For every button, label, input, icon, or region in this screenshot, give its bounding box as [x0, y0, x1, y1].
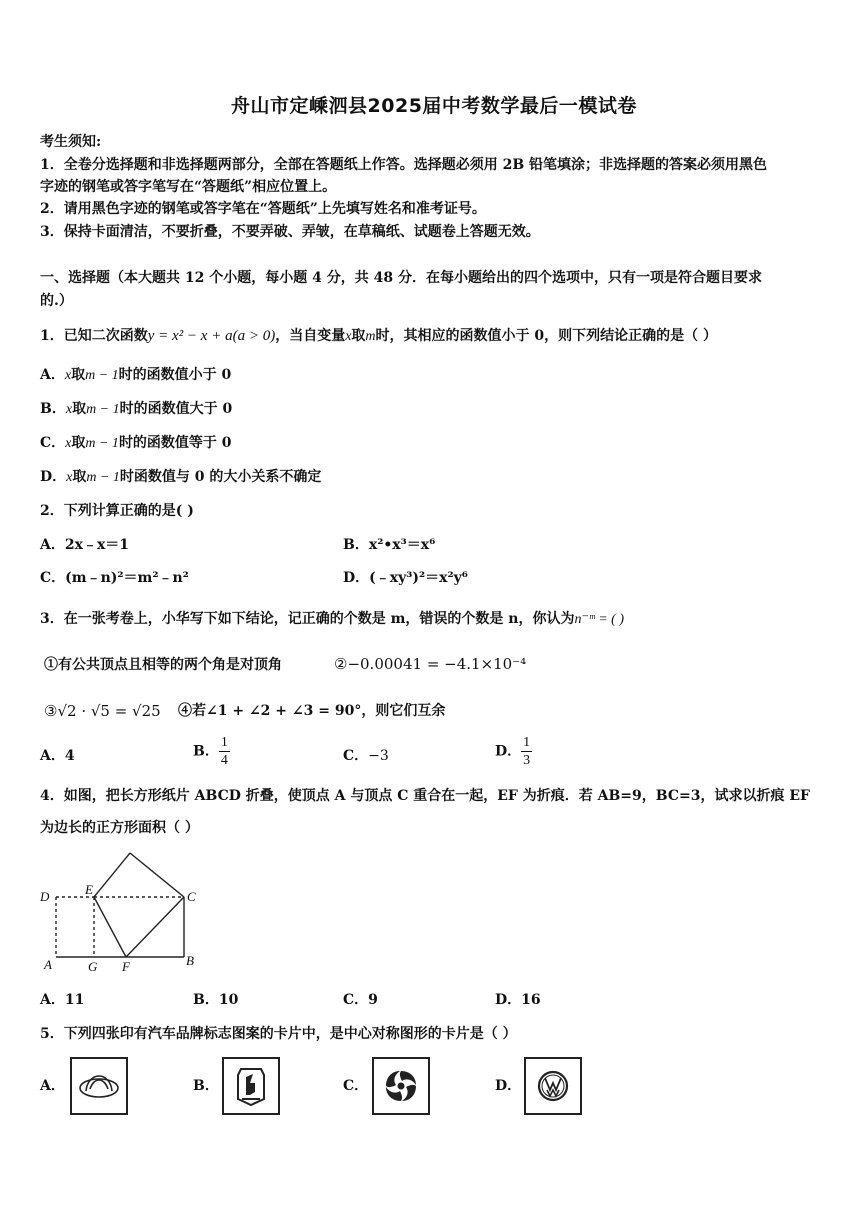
- q5-option-c-key[interactable]: C．: [343, 1078, 369, 1094]
- question-5-stem: 5．下列四张印有汽车品牌标志图案的卡片中，是中心对称图形的卡片是（ ）: [40, 1026, 517, 1042]
- q2-option-d[interactable]: D．(﹣xy³)²＝x²y⁶: [343, 570, 468, 586]
- q3-statement-4: ④若∠1 + ∠2 + ∠3 = 90°，则它们互余: [178, 703, 446, 719]
- swirl-logo-icon: [374, 1059, 428, 1113]
- q5-card-b[interactable]: [222, 1057, 280, 1115]
- q5-card-c[interactable]: [372, 1057, 430, 1115]
- q5-card-d[interactable]: [524, 1057, 582, 1115]
- q3-stem-formula: n⁻ᵐ = ( ): [574, 612, 624, 627]
- q1-option-d[interactable]: D．x取m − 1时函数值与 0 的大小关系不确定: [40, 469, 322, 485]
- q1-option-a[interactable]: A．x取m − 1时的函数值小于 0: [40, 367, 232, 383]
- q1-prefix: 1．已知二次函数: [40, 328, 148, 344]
- q3-option-c[interactable]: C．−3: [343, 748, 389, 764]
- q3-option-b[interactable]: B． $\frac{1}{4}$: [193, 735, 228, 768]
- notice-line-2: 字迹的钢笔或答字笔写在“答题纸”相应位置上。: [40, 179, 337, 195]
- label-d: D: [40, 889, 50, 904]
- q1-option-c[interactable]: C．x取m − 1时的函数值等于 0: [40, 435, 232, 451]
- q4-option-c[interactable]: C．9: [343, 992, 378, 1008]
- q2-option-c[interactable]: C．(m﹣n)²＝m²﹣n²: [40, 570, 189, 586]
- q3-option-a[interactable]: A．4: [40, 748, 75, 764]
- q1-suffix: 时，其相应的函数值小于 0，则下列结论正确的是（ ）: [375, 328, 718, 344]
- question-4-line-1: 4．如图，把长方形纸片 ABCD 折叠，使顶点 A 与顶点 C 重合在一起，EF 为折痕．若 AB=9，BC=3，试求以折痕 EF: [40, 788, 810, 804]
- q1-formula: y = x² − x + a(a > 0): [147, 328, 276, 344]
- vw-logo-icon: [526, 1059, 580, 1113]
- q5-option-d-key[interactable]: D．: [495, 1078, 522, 1094]
- question-3-stem: [40, 609, 624, 630]
- question-2-stem: 2．下列计算正确的是( ): [40, 503, 194, 519]
- q4-option-a[interactable]: A．11: [40, 992, 85, 1008]
- q3-option-d[interactable]: D． $\frac{1}{3}$: [495, 735, 531, 768]
- q2-option-a[interactable]: A．2x﹣x＝1: [40, 537, 130, 553]
- hongqi-logo-icon: [224, 1059, 278, 1113]
- q1-var-m: m: [365, 329, 376, 344]
- notice-line-1: 1．全卷分选择题和非选择题两部分，全部在答题纸上作答。选择题必须用 2B 铅笔填涂；非选择题的答案必须用黑色: [40, 157, 768, 173]
- question-4-line-2: 为边长的正方形面积（ ）: [40, 820, 199, 836]
- q5-option-a-key[interactable]: A．: [40, 1078, 65, 1094]
- q1-var-x: x: [345, 329, 352, 344]
- notice-line-3: 2．请用黑色字迹的钢笔或答字笔在“答题纸”上先填写姓名和准考证号。: [40, 201, 486, 217]
- question-1-stem: [40, 326, 717, 347]
- fold-rectangle-figure: [38, 845, 208, 977]
- q3-stem-text: 3．在一张考卷上，小华写下如下结论，记正确的个数是 m，错误的个数是 n，你认为: [40, 611, 575, 627]
- notice-heading: 考生须知:: [40, 134, 102, 150]
- label-f: F: [122, 959, 130, 974]
- label-g: G: [88, 959, 98, 974]
- q1-option-b[interactable]: B．x取m − 1时的函数值大于 0: [40, 401, 233, 417]
- section-heading-line-2: 的.）: [40, 293, 73, 309]
- q3-statement-3: ③√2 · √5 = √25: [44, 702, 161, 720]
- label-b: B: [186, 953, 194, 968]
- label-a: A: [44, 957, 52, 972]
- q4-option-d[interactable]: D．16: [495, 992, 541, 1008]
- q4-option-b[interactable]: B．10: [193, 992, 239, 1008]
- page-title: 舟山市定嵊泗县2025届中考数学最后一模试卷: [231, 95, 637, 117]
- q1-middle: ，当自变量: [275, 328, 346, 344]
- q5-option-b-key[interactable]: B．: [193, 1078, 219, 1094]
- q2-option-b[interactable]: B．x²•x³＝x⁶: [343, 537, 436, 553]
- section-heading-line-1: 一、选择题（本大题共 12 个小题，每小题 4 分，共 48 分．在每小题给出的四个选项中，只有一项是符合题目要求: [40, 270, 762, 286]
- label-e: E: [85, 882, 93, 897]
- label-c: C: [187, 889, 196, 904]
- q3-statement-2: ②−0.00041 = −4.1×10⁻⁴: [334, 655, 527, 673]
- q1-middle2: 取: [351, 328, 366, 344]
- toyota-logo-icon: [72, 1059, 126, 1113]
- notice-line-4: 3．保持卡面清洁，不要折叠，不要弄破、弄皱，在草稿纸、试题卷上答题无效。: [40, 224, 540, 240]
- q3-statement-1: ①有公共顶点且相等的两个角是对顶角: [44, 657, 282, 673]
- q5-card-a[interactable]: [70, 1057, 128, 1115]
